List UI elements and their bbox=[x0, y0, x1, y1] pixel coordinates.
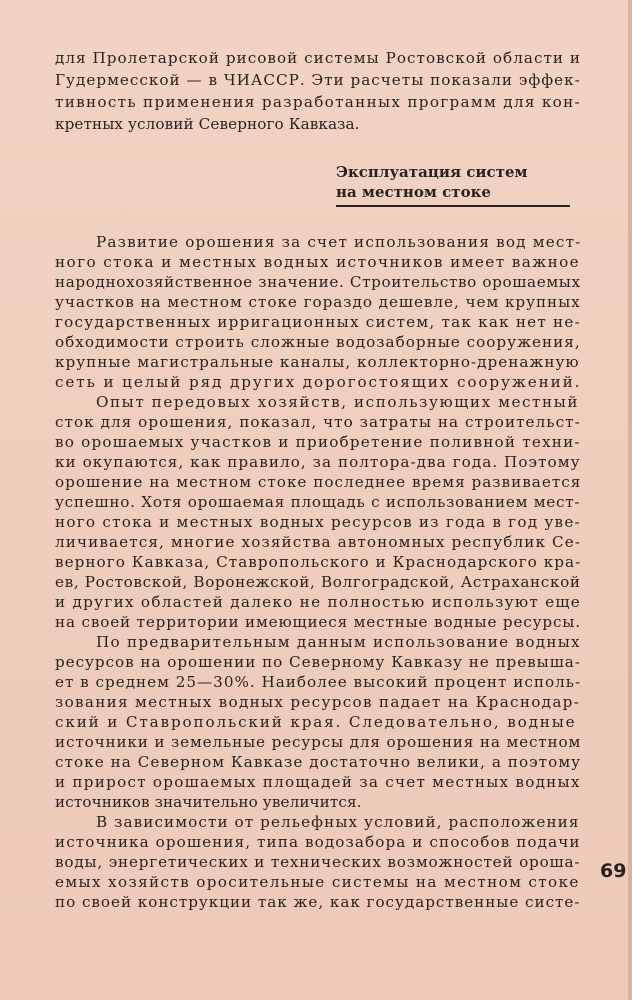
body-line: на своей территории имеющиеся местные водные ресурсы. bbox=[55, 613, 581, 631]
body-line: сток для орошения, показал, что затраты на строительст- bbox=[55, 413, 581, 431]
body-line: источника орошения, типа водозабора и способов подачи bbox=[55, 833, 581, 851]
body-line: успешно. Хотя орошаемая площадь с использованием мест- bbox=[55, 493, 581, 511]
body-line: Развитие орошения за счет использования вод мест- bbox=[96, 233, 582, 251]
body-line: и других областей далеко не полностью используют еще bbox=[55, 593, 582, 611]
page-edge-shadow bbox=[628, 0, 632, 1000]
body-line: во орошаемых участков и приобретение поливной техни- bbox=[55, 433, 581, 451]
body-line: по своей конструкции так же, как государственные систе- bbox=[55, 893, 581, 911]
page-number: 69 bbox=[600, 860, 627, 882]
body-line: и прирост орошаемых площадей за счет местных водных bbox=[55, 773, 581, 791]
section-heading-line-1: Эксплуатация систем bbox=[336, 163, 528, 181]
body-line: участков на местном стоке гораздо дешевле, чем крупных bbox=[55, 293, 581, 311]
body-line: источники и земельные ресурсы для орошения на местном bbox=[55, 733, 582, 751]
body-line: Опыт передовых хозяйств, использующих местный bbox=[96, 393, 580, 411]
body-line: зования местных водных ресурсов падает на Краснодар- bbox=[55, 693, 581, 711]
body-line: воды, энергетических и технических возможностей ороша- bbox=[55, 853, 581, 871]
section-heading-line-2: на местном стоке bbox=[336, 183, 491, 201]
body-line: По предварительным данным использование водных bbox=[96, 633, 581, 651]
body-line: ский и Ставропольский края. Следовательно, водные bbox=[55, 713, 577, 731]
body-line: ет в среднем 25—30%. Наиболее высокий процент исполь- bbox=[55, 673, 582, 691]
body-line: орошение на местном стоке последнее время развивается bbox=[55, 473, 582, 491]
intro-line: тивность применения разработанных программ для кон- bbox=[55, 93, 581, 111]
intro-line: для Пролетарской рисовой системы Ростовской области и bbox=[55, 49, 582, 67]
intro-line: кретных условий Северного Кавказа. bbox=[55, 115, 360, 133]
body-line: емых хозяйств оросительные системы на местном стоке bbox=[55, 873, 580, 891]
body-line: верного Кавказа, Ставропольского и Краснодарского кра- bbox=[55, 553, 582, 571]
heading-rule bbox=[336, 205, 570, 207]
body-line: ного стока и местных водных ресурсов из года в год уве- bbox=[55, 513, 581, 531]
body-line: государственных ирригационных систем, так как нет не- bbox=[55, 313, 581, 331]
body-line: сеть и целый ряд других дорогостоящих сооружений. bbox=[55, 373, 582, 391]
body-line: ки окупаются, как правило, за полтора-два года. Поэтому bbox=[55, 453, 581, 471]
body-line: личивается, многие хозяйства автономных республик Се- bbox=[55, 533, 582, 551]
body-line: ев, Ростовской, Воронежской, Волгоградской, Астраханской bbox=[55, 573, 581, 591]
body-line: крупные магистральные каналы, коллекторно-дренажную bbox=[55, 353, 580, 371]
body-line: народнохозяйственное значение. Строительство орошаемых bbox=[55, 273, 581, 291]
body-line: ресурсов на орошении по Северному Кавказу не превыша- bbox=[55, 653, 581, 671]
body-line: стоке на Северном Кавказе достаточно велики, а поэтому bbox=[55, 753, 582, 771]
intro-line: Гудермесской — в ЧИАССР. Эти расчеты показали эффек- bbox=[55, 71, 581, 89]
body-line: источников значительно увеличится. bbox=[55, 793, 362, 811]
body-line: В зависимости от рельефных условий, расположения bbox=[96, 813, 580, 831]
body-line: обходимости строить сложные водозаборные сооружения, bbox=[55, 333, 581, 351]
body-line: ного стока и местных водных источников имеет важное bbox=[55, 253, 581, 271]
